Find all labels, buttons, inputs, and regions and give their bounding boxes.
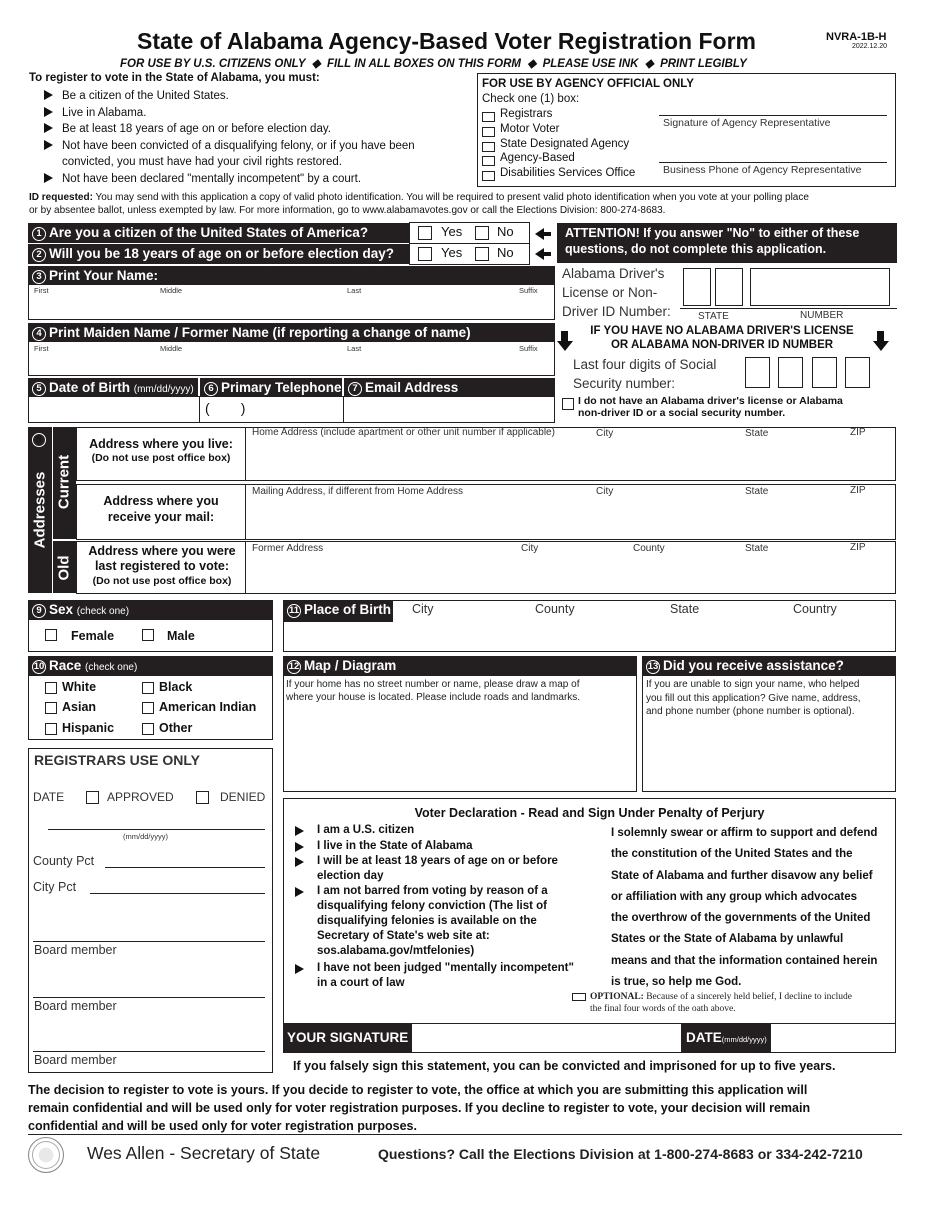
ssn-digit-4[interactable] xyxy=(845,357,870,388)
race-other-label: Other xyxy=(159,721,193,735)
question-1-bar: 1 Are you a citizen of the United States of America? xyxy=(28,223,410,243)
birth-city-label: City xyxy=(412,602,434,616)
agency-option-label: Motor Voter xyxy=(500,123,560,135)
q2-no-checkbox[interactable] xyxy=(475,247,489,261)
race-white-checkbox[interactable] xyxy=(45,682,57,694)
no-license-checkbox[interactable] xyxy=(562,398,574,410)
former-county-label: County xyxy=(633,543,665,554)
address-mail-label: Address where you receive your mail: xyxy=(103,494,219,524)
q1-no-checkbox[interactable] xyxy=(475,226,489,240)
state-seal-icon xyxy=(28,1137,64,1173)
registrars-approved-label: APPROVED xyxy=(107,790,174,804)
secretary-name: Wes Allen - Secretary of State xyxy=(87,1143,321,1163)
map-instructions: If your home has no street number or name, please draw a map of where your house is located. Please include roads and landmarks. xyxy=(286,679,581,703)
board-member-label-3: Board member xyxy=(34,1053,117,1067)
email-bar: 7 Email Address xyxy=(344,378,555,397)
race-american-indian-label: American Indian xyxy=(159,700,257,714)
down-arrow-left-icon xyxy=(557,341,573,351)
requirements-heading: To register to vote in the State of Alabama, you must: xyxy=(29,72,320,84)
race-bar: 10 Race (check one) xyxy=(28,656,273,676)
attention-box: ATTENTION! If you answer "No" to either of these questions, do not complete this application. xyxy=(557,223,897,263)
agency-option-label: Disabilities Services Office xyxy=(500,167,636,179)
map-section[interactable] xyxy=(283,656,637,792)
maiden-bar: 4 Print Maiden Name / Former Name (if reporting a change of name) xyxy=(28,323,555,342)
agency-checkbox-state-agency[interactable] xyxy=(482,142,495,152)
agency-signature-line[interactable] xyxy=(659,115,887,116)
birth-county-label: County xyxy=(535,602,575,616)
license-number-label: NUMBER xyxy=(800,310,844,321)
attention-arrow-1-stem xyxy=(543,232,551,236)
mailing-zip-label: ZIP xyxy=(850,485,866,496)
agency-checkbox-agency-based[interactable] xyxy=(482,156,495,166)
phone-bar: 6 Primary Telephone xyxy=(200,378,342,397)
birth-place-bar: 11 Place of Birth xyxy=(283,600,393,622)
ssn-digit-2[interactable] xyxy=(778,357,803,388)
address-live-label: Address where you live: (Do not use post office box) xyxy=(89,437,233,464)
agency-checkbox-motor-voter[interactable] xyxy=(482,127,495,137)
license-field-underline xyxy=(680,308,897,309)
sex-female-checkbox[interactable] xyxy=(45,629,57,641)
sex-bar: 9 Sex (check one) xyxy=(28,600,273,620)
home-city-label: City xyxy=(596,428,614,439)
q1-yes-checkbox[interactable] xyxy=(418,226,432,240)
optional-oath-checkbox[interactable] xyxy=(572,993,586,1001)
address-former-divider xyxy=(245,541,246,594)
maiden-first-label: First xyxy=(34,344,49,353)
form-code: NVRA-1B-H xyxy=(826,31,887,43)
license-number-box[interactable] xyxy=(750,268,890,306)
form-subtitle: FOR USE BY U.S. CITIZENS ONLY ◆ FILL IN ALL BOXES ON THIS FORM ◆ PLEASE USE INK ◆ PRINT LEGIBLY xyxy=(120,58,747,70)
date-bar: DATE(mm/dd/yyyy) xyxy=(682,1023,770,1053)
no-license-heading: IF YOU HAVE NO ALABAMA DRIVER'S LICENSE OR ALABAMA NON-DRIVER ID NUMBER xyxy=(590,325,854,351)
phone-area-code: ( ) xyxy=(205,400,246,416)
ssn-label: Last four digits of Social Security number: xyxy=(573,357,717,391)
assistance-instructions: If you are unable to sign your name, who helped you fill out this application? Give name, address, and phone number (phone number is optional). xyxy=(646,679,861,717)
attention-arrow-2-stem xyxy=(543,252,551,256)
declaration-item: I have not been judged "mentally incompetent" in a court of law xyxy=(317,961,574,991)
address-former-label: Address where you were last registered to vote: (Do not use post office box) xyxy=(88,544,236,587)
name-suffix-label: Suffix xyxy=(519,286,538,295)
city-pct-label: City Pct xyxy=(33,880,77,894)
dob-bar: 5 Date of Birth (mm/dd/yyyy) xyxy=(28,378,198,397)
registrars-denied-checkbox[interactable] xyxy=(196,791,209,804)
registrars-heading: REGISTRARS USE ONLY xyxy=(34,752,200,768)
board-member-label-2: Board member xyxy=(34,999,117,1013)
addresses-side-label: Addresses xyxy=(31,471,49,549)
signature-date-field[interactable] xyxy=(770,1023,896,1053)
license-state-box-2[interactable] xyxy=(715,268,743,306)
former-address-field[interactable]: Former Address xyxy=(252,543,324,554)
declaration-heading: Voter Declaration - Read and Sign Under Penalty of Perjury xyxy=(414,806,765,820)
declaration-item: I am a U.S. citizen xyxy=(317,823,414,838)
mailing-city-label: City xyxy=(596,486,614,497)
id-note: ID requested: You may send with this application a copy of valid photo identification. You will be required to present valid photo identification when you vote at your polling place or by absentee ballot, unless exempted by law. For more information, go to www.alabamavotes.gov or call the Elections Division: 800-274-8683. xyxy=(29,192,809,216)
mailing-state-label: State xyxy=(745,486,769,497)
county-pct-line[interactable] xyxy=(105,867,265,868)
agency-checkbox-disabilities[interactable] xyxy=(482,171,495,181)
address-mail-divider xyxy=(245,484,246,540)
form-title: State of Alabama Agency-Based Voter Registration Form xyxy=(137,28,757,54)
perjury-warning: If you falsely sign this statement, you can be convicted and imprisoned for up to five years. xyxy=(293,1059,836,1073)
race-asian-checkbox[interactable] xyxy=(45,702,57,714)
address-live-divider xyxy=(245,427,246,481)
license-state-box-1[interactable] xyxy=(683,268,711,306)
assistance-bar: 13 Did you receive assistance? xyxy=(642,656,896,676)
maiden-suffix-label: Suffix xyxy=(519,344,538,353)
agency-phone-line[interactable] xyxy=(659,162,887,163)
agency-option-label: State Designated Agency xyxy=(500,138,630,150)
race-white-label: White xyxy=(62,680,97,694)
race-other-checkbox[interactable] xyxy=(142,723,154,735)
birth-country-label: Country xyxy=(793,602,837,616)
q2-no-label: No xyxy=(497,245,514,260)
agency-option-label: Registrars xyxy=(500,108,553,120)
agency-phone-label: Business Phone of Agency Representative xyxy=(663,164,862,176)
city-pct-line[interactable] xyxy=(90,893,265,894)
registrars-date-line[interactable] xyxy=(48,829,265,830)
board-member-line-1[interactable] xyxy=(33,941,265,942)
registrars-approved-checkbox[interactable] xyxy=(86,791,99,804)
name-bar: 3 Print Your Name: xyxy=(28,266,555,285)
registrars-denied-label: DENIED xyxy=(220,790,266,804)
assistance-section[interactable] xyxy=(642,656,896,792)
home-address-field[interactable]: Home Address (include apartment or other unit number if applicable) xyxy=(252,427,555,438)
home-zip-label: ZIP xyxy=(850,427,866,438)
signature-bar: YOUR SIGNATURE xyxy=(283,1023,411,1053)
former-zip-label: ZIP xyxy=(850,542,866,553)
no-license-text: I do not have an Alabama driver's license or Alabama non-driver ID or a social security number. xyxy=(578,395,843,419)
maiden-last-label: Last xyxy=(347,344,362,353)
board-member-line-3[interactable] xyxy=(33,1051,265,1052)
sex-male-label: Male xyxy=(167,629,195,643)
down-arrow-right-icon xyxy=(873,341,889,351)
question-2-bar: 2 Will you be 18 years of age on or before election day? xyxy=(28,244,410,264)
board-member-line-2[interactable] xyxy=(33,997,265,998)
email-field[interactable] xyxy=(343,396,555,423)
home-state-label: State xyxy=(745,428,769,439)
license-label: Alabama Driver's License or Non- Driver ID Number: xyxy=(562,266,671,319)
q2-yes-label: Yes xyxy=(441,245,463,260)
q1-no-label: No xyxy=(497,224,514,239)
oath-text: I solemnly swear or affirm to support and defend the constitution of the United States and the State of Alabama and further disavow any belief or affiliation with any group which advocates the overthrow of the governments of the United States or the State of Alabama by unlawful means and that the information contained herein is true, so help me God. xyxy=(611,827,878,989)
registrars-date-label: DATE xyxy=(33,790,65,804)
race-black-label: Black xyxy=(159,680,193,694)
requirements-list: Be a citizen of the United States. Live in Alabama. Be at least 18 years of age on or before election day. Not have been convicted of a disqualifying felony, or if you have been convicted, you must have had your civil rights restored. Not have been declared "mentally incompetent" by a court. xyxy=(44,88,415,187)
race-hispanic-checkbox[interactable] xyxy=(45,723,57,735)
sex-male-checkbox[interactable] xyxy=(142,629,154,641)
declaration-item: I am not barred from voting by reason of a disqualifying felony conviction (The list of disqualifying felonies is available on the Secretary of State's web site at: sos.alabama.gov/mtfelonies) xyxy=(317,884,548,959)
footer-questions: Questions? Call the Elections Division at 1-800-274-8683 or 334-242-7210 xyxy=(378,1146,863,1162)
sex-female-label: Female xyxy=(71,629,115,643)
maiden-name-field[interactable] xyxy=(28,341,555,376)
footer-rule xyxy=(28,1134,902,1135)
race-american-indian-checkbox[interactable] xyxy=(142,702,154,714)
name-field[interactable] xyxy=(28,284,555,320)
decision-text: The decision to register to vote is yours. If you decide to register to vote, the office at which you are submitting this application will remain confidential and will be used only for voter registration purposes. If you decline to register to vote, your decision will remain confidential and will be used only for voter registration purposes. xyxy=(28,1083,811,1133)
name-last-label: Last xyxy=(347,286,362,295)
ssn-digit-1[interactable] xyxy=(745,357,770,388)
agency-check-one: Check one (1) box: xyxy=(482,93,580,105)
declaration-item: I live in the State of Alabama xyxy=(317,839,473,854)
agency-checkbox-registrars[interactable] xyxy=(482,112,495,122)
registrars-date-format: (mm/dd/yyyy) xyxy=(123,832,168,841)
mailing-address-field[interactable]: Mailing Address, if different from Home Address xyxy=(252,486,464,497)
addresses-current-label: Current xyxy=(55,454,73,510)
q2-yes-checkbox[interactable] xyxy=(418,247,432,261)
form-date: 2022.12.20 xyxy=(852,43,888,50)
former-city-label: City xyxy=(521,543,539,554)
race-black-checkbox[interactable] xyxy=(142,682,154,694)
race-hispanic-label: Hispanic xyxy=(62,721,115,735)
former-state-label: State xyxy=(745,543,769,554)
birth-state-label: State xyxy=(670,602,700,616)
signature-field[interactable] xyxy=(411,1023,682,1053)
maiden-middle-label: Middle xyxy=(160,344,183,353)
agency-heading: FOR USE BY AGENCY OFFICIAL ONLY xyxy=(482,78,694,90)
name-middle-label: Middle xyxy=(160,286,183,295)
race-asian-label: Asian xyxy=(62,700,97,714)
license-state-label: STATE xyxy=(698,311,729,322)
agency-option-label: Agency-Based xyxy=(500,152,575,164)
addresses-number: 8 xyxy=(32,430,49,448)
county-pct-label: County Pct xyxy=(33,854,95,868)
q1-yes-label: Yes xyxy=(441,224,463,239)
ssn-digit-3[interactable] xyxy=(812,357,837,388)
addresses-old-label: Old xyxy=(55,555,73,581)
map-bar: 12 Map / Diagram xyxy=(283,656,637,676)
name-first-label: First xyxy=(34,286,49,295)
agency-signature-label: Signature of Agency Representative xyxy=(663,117,831,129)
board-member-label-1: Board member xyxy=(34,943,117,957)
dob-field[interactable] xyxy=(28,396,200,423)
optional-oath-text: OPTIONAL: Because of a sincerely held belief, I decline to include the final four words of the oath above. xyxy=(590,992,852,1014)
declaration-item: I will be at least 18 years of age on or before election day xyxy=(317,854,558,884)
